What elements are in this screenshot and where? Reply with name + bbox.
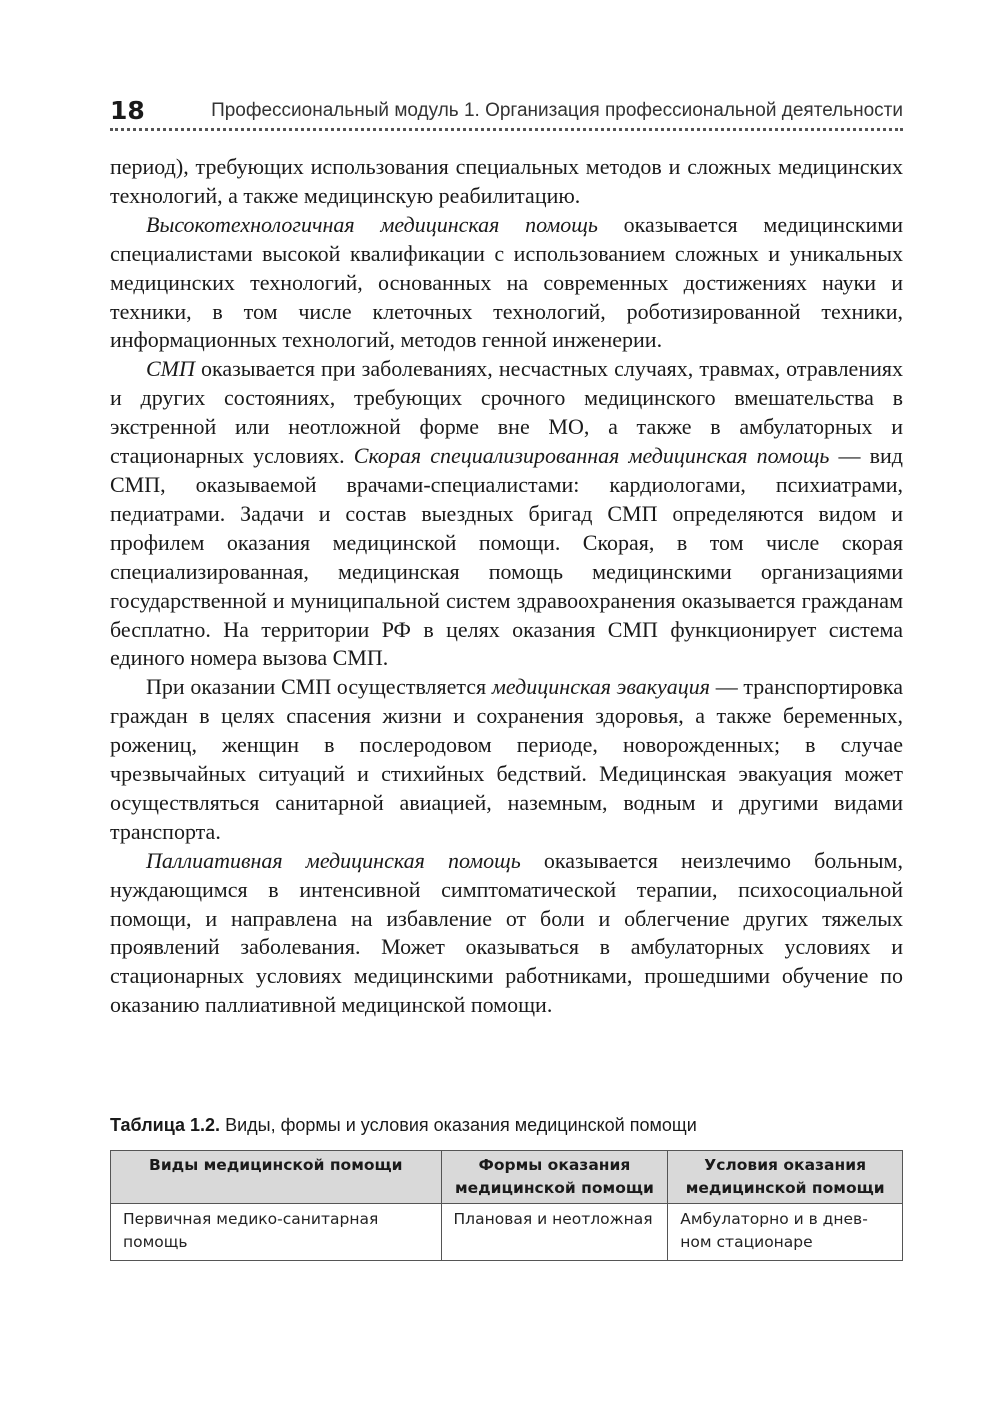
medical-care-table: [110, 1150, 903, 1261]
paragraph-text: — транспортировка граждан в целях спасения жизни и сохранения здоровья, а также беременных, рожениц, женщин в послеродовом периоде, новорожденных; в случае чрезвычайных ситуаций и стихийных бедствий. Медицинская эвакуация может осуществляться санитарной авиацией, наземным, водным и другими видами транспорта.: [110, 674, 903, 844]
paragraph-text: оказывается медицинскими специалистами высокой квалификации с использованием сложных и уникальных медицинских технологий, основанных на современных достижениях науки и техники, в том числе клеточных технологий, роботизированной техники, информационных технологий, методов генной инженерии.: [110, 211, 903, 353]
paragraph-text: — вид СМП, оказываемой врачами-специалистами: кардиологами, психиатрами, педиатрами. Задачи и состав выездных бригад СМП определяются видом и профилем оказания медицинской помощи. Скорая, в том числе скорая специализированная, медицинская помощь медицинскими организациями государственной и муниципальной систем здравоохранения оказывается гражданам бесплатно. На территории РФ в целях оказания СМП функционирует система единого номера вызова СМП.: [110, 443, 904, 671]
term-italic: Высокотехнологичная медицинская помощь: [146, 211, 598, 237]
paragraph-text: период), требующих использования специальных методов и сложных медицинских технологий, а также медицинскую реабилитацию.: [110, 154, 903, 208]
paragraph-text: При оказании СМП осуществляется: [146, 674, 492, 700]
running-title: Профессиональный модуль 1. Организация профессиональной деятельности: [211, 100, 903, 121]
term-italic: СМП: [146, 356, 195, 382]
table-header-cell: Условия оказания медицинской помощи: [668, 1151, 903, 1204]
term-italic: Скорая специализированная медицинская помощь: [353, 443, 830, 469]
term-italic: Паллиативная медицинская помощь: [146, 847, 521, 873]
table-header-cell: Виды медицинской помощи: [111, 1151, 442, 1204]
table-caption: [110, 1112, 903, 1138]
table-cell: Первичная медико-санитарная помощь: [111, 1204, 442, 1261]
paragraph: [110, 847, 903, 1020]
paragraph: [110, 211, 903, 356]
running-head: [110, 96, 903, 130]
table-caption-label: Таблица 1.2.: [110, 1115, 221, 1135]
table-cell: Плановая и неотложная: [441, 1204, 668, 1261]
table-caption-text: Виды, формы и условия оказания медицинской помощи: [220, 1115, 697, 1135]
paragraph-text: оказывается неизлечимо больным, нуждающимся в интенсивной симптоматической терапии, психосоциальной помощи, и направлена на избавление от боли и облегчение других тяжелых проявлений заболевания. Может оказываться в амбулаторных условиях и стационарных условиях медицинскими работниками, прошедшими обучение по оказанию паллиативной медицинской помощи.: [110, 847, 903, 1018]
table-row: [111, 1204, 903, 1261]
paragraph-text: оказывается при заболеваниях, несчастных случаях, травмах, отравлениях и других состояниях, требующих срочного медицинского вмешательства в экстренной или неотложной форме вне МО, а также в амбулаторных и стационарных условиях.: [110, 356, 903, 469]
table-header-cell: Формы оказания медицинской помощи: [441, 1151, 668, 1204]
paragraph: [110, 673, 903, 846]
table-cell: Амбулаторно и в дневном стационаре: [668, 1204, 903, 1261]
page-number: 18: [110, 96, 145, 125]
table-header-row: [111, 1151, 903, 1204]
paragraph: [110, 153, 903, 211]
term-italic: медицинская эвакуация: [491, 674, 711, 700]
dotted-divider: [110, 128, 903, 131]
body-text: [110, 153, 903, 1020]
paragraph: [110, 355, 903, 673]
